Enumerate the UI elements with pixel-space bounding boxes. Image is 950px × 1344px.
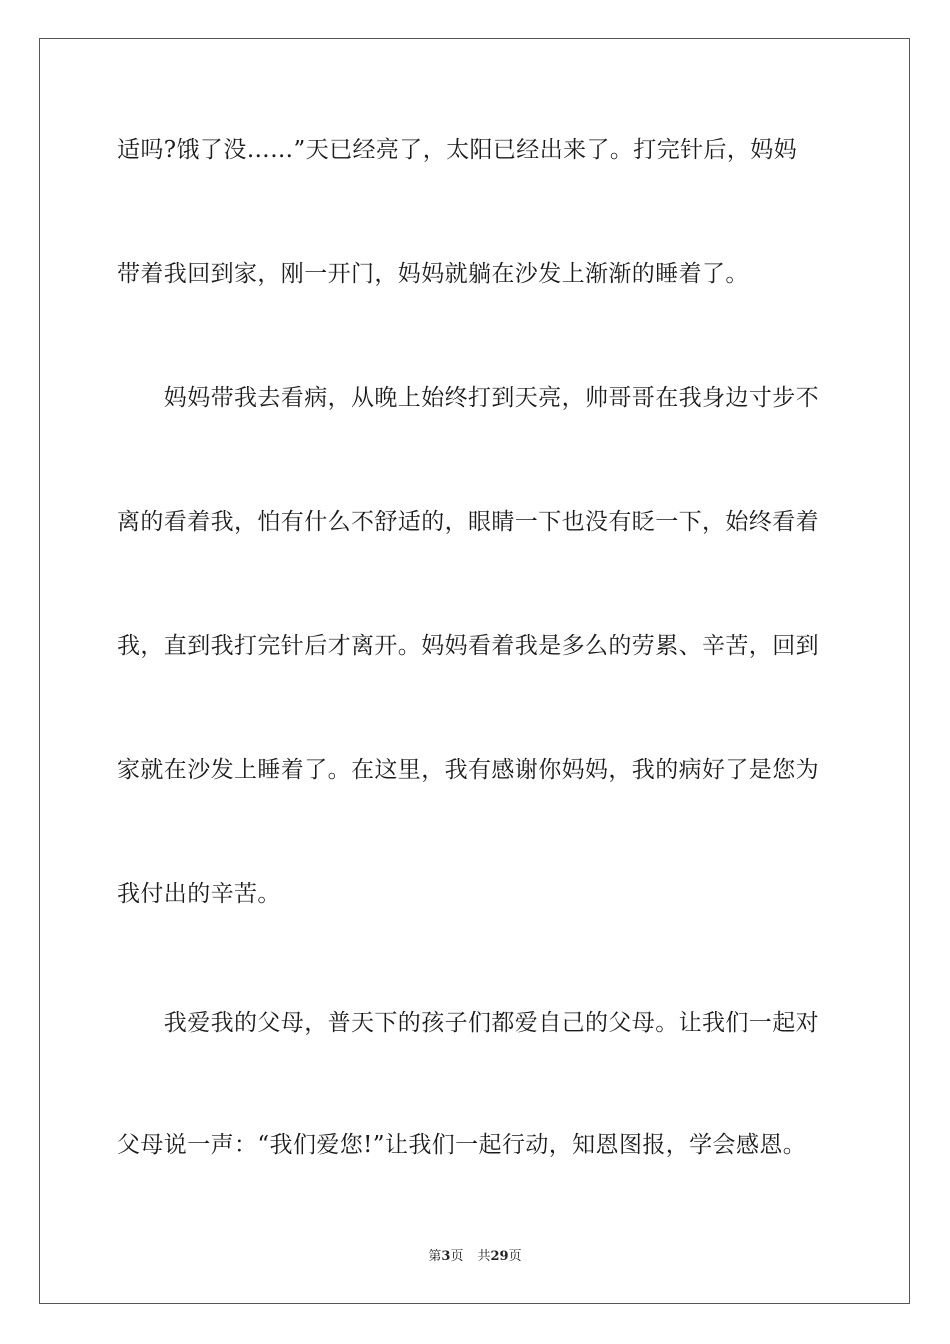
total-suffix: 页 xyxy=(508,1249,522,1264)
text-line: 我付出的辛苦。 xyxy=(117,881,281,907)
total-prefix: 共 xyxy=(477,1249,491,1264)
text-line: 离的看着我，怕有什么不舒适的，眼睛一下也没有眨一下，始终看着 xyxy=(117,509,819,535)
text-line: 妈妈带我去看病，从晚上始终打到天亮，帅哥哥在我身边寸步不 xyxy=(117,385,819,411)
text-line: 家就在沙发上睡着了。在这里，我有感谢你妈妈，我的病好了是您为 xyxy=(117,757,819,783)
text-line: 带着我回到家，刚一开门，妈妈就躺在沙发上渐渐的睡着了。 xyxy=(117,261,749,287)
page-footer xyxy=(0,1248,950,1266)
page-suffix: 页 xyxy=(450,1249,464,1264)
page-border xyxy=(39,38,910,1304)
text-line: 父母说一声：“我们爱您!”让我们一起行动，知恩图报，学会感恩。 xyxy=(117,1132,807,1158)
text-line: 我，直到我打完针后才离开。妈妈看着我是多么的劳累、辛苦，回到 xyxy=(117,633,819,659)
page-number: 3 xyxy=(441,1249,451,1264)
page-prefix: 第 xyxy=(428,1249,442,1264)
total-pages: 29 xyxy=(490,1249,509,1264)
text-line: 适吗?饿了没……”天已经亮了，太阳已经出来了。打完针后，妈妈 xyxy=(117,137,798,163)
text-line: 我爱我的父母，普天下的孩子们都爱自己的父母。让我们一起对 xyxy=(117,1010,819,1036)
